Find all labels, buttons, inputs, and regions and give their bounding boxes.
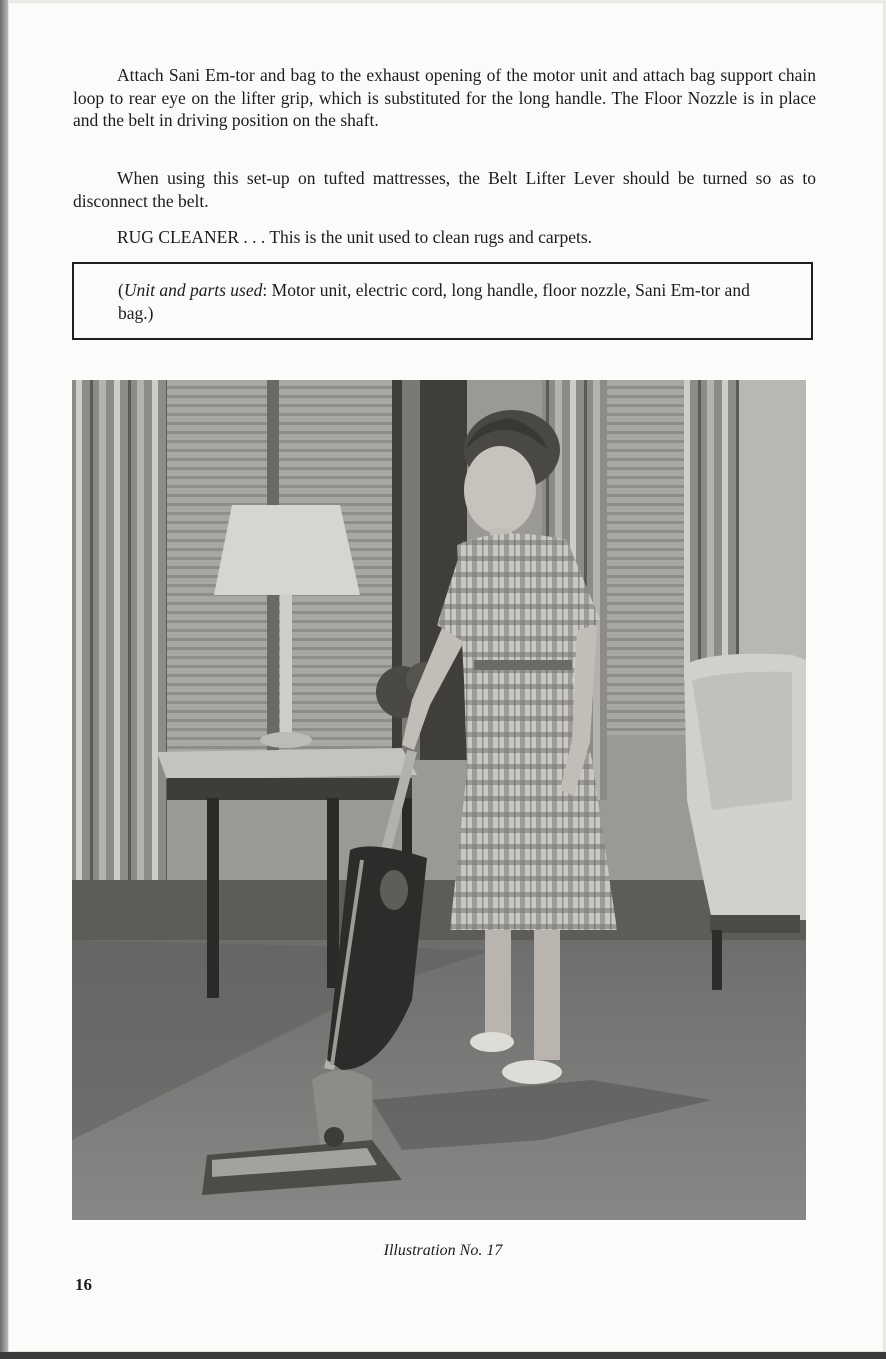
paragraph-text: When using this set-up on tufted mattresses, the Belt Lifter Lever should be turned so as to disconnect the belt. [73,168,816,211]
page-number: 16 [75,1275,92,1294]
parts-used-label: Unit and parts used [123,280,263,300]
parts-used-list: : Motor unit, electric cord, long handle, floor nozzle, Sani Em-tor and bag.) [118,280,750,323]
page-binding-edge [0,0,8,1359]
woman-vacuuming-photo [72,380,806,1220]
caption-label: Illustration [383,1242,456,1259]
open-paren: ( [118,280,124,300]
paragraph-attach-sani-emtor [73,64,816,132]
illustration-caption [0,1242,886,1260]
illustration-photo [72,380,806,1220]
paragraph-rug-cleaner [73,226,816,249]
parts-used-box [72,262,813,340]
paragraph-text: RUG CLEANER . . . This is the unit used to clean rugs and carpets. [117,227,593,247]
caption-number: No. 17 [459,1242,503,1259]
paragraph-tufted-mattresses [73,167,816,212]
paragraph-text: Attach Sani Em-tor and bag to the exhaust opening of the motor unit and attach bag support chain loop to rear eye on the lifter grip, which is substituted for the long handle. The Floor Nozzle is in place and the belt in driving position on the shaft. [73,65,816,130]
page-bottom-edge [0,1352,886,1359]
parts-used-text [118,279,758,324]
